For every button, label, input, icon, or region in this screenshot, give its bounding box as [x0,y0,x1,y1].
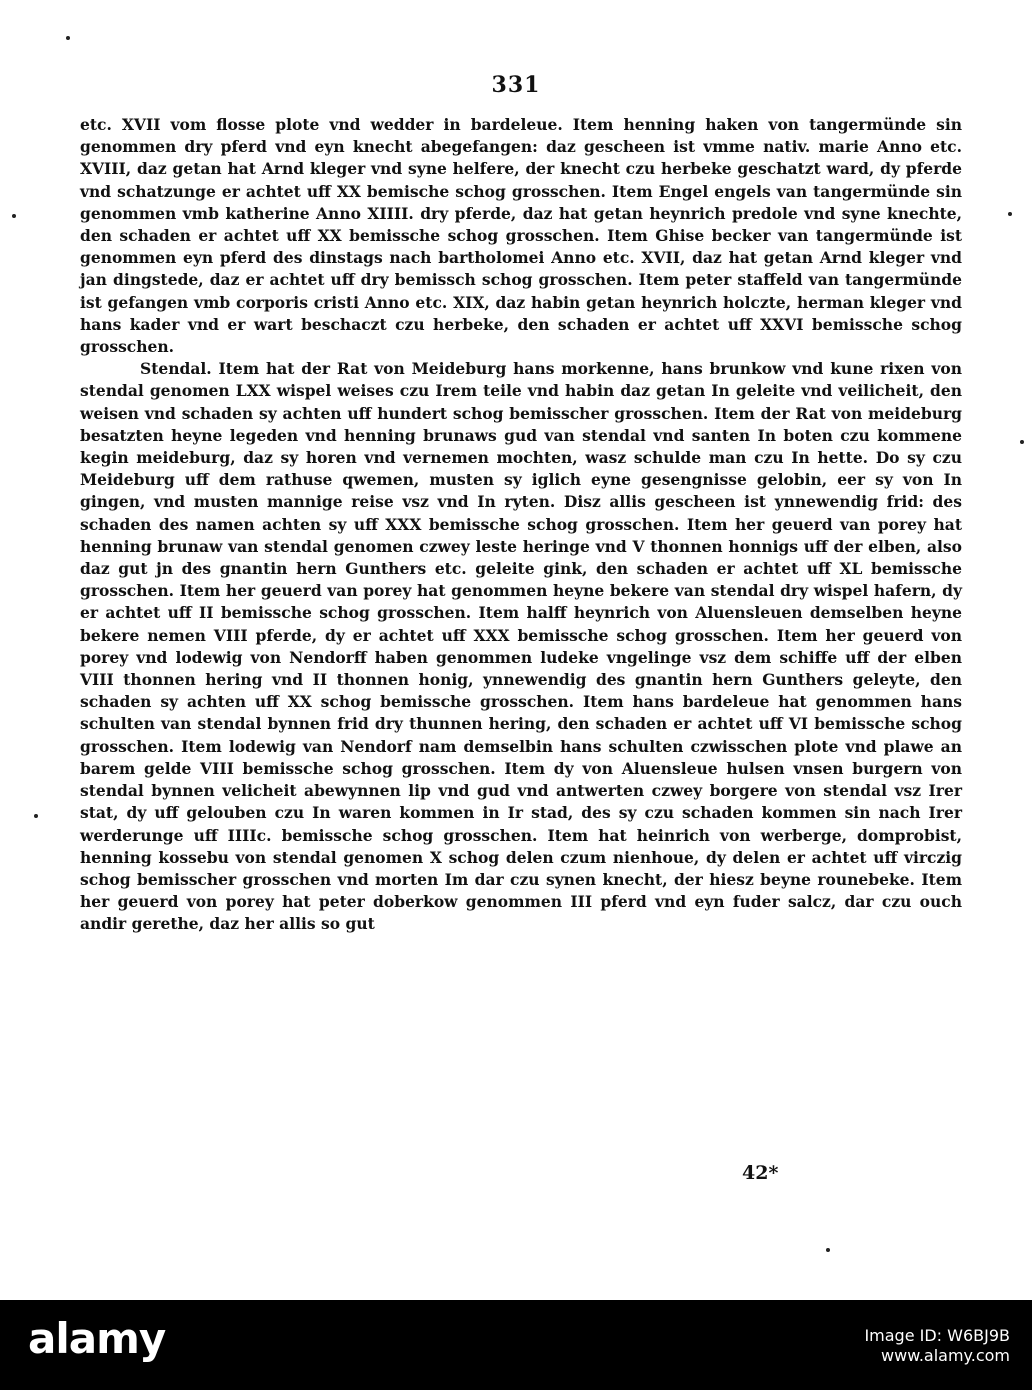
scan-speck [12,214,16,218]
scan-speck [66,36,70,40]
signature-mark: 42* [742,1162,779,1184]
paragraph-1: etc. XVII vom flosse plote vnd wedder in bardeleue. Item henning haken von tangermünde sin genommen dry pferd vnd eyn knecht abegefangen: daz gescheen ist vmme nativ. marie Anno etc. XVIII, daz getan hat Arnd kleger vnd syne helfere, der knecht czu herbeke geschatzt ward, dy pferde vnd schatzunge er achtet uff XX bemische schog grosschen. Item Engel engels van tangermünde sin genommen vmb katherine Anno XIIII. dry pferde, daz hat getan heynrich predole vnd syne knechte, den schaden er achtet uff XX bemissche schog grosschen. Item Ghise becker van tangermünde ist genommen eyn pferd des dinstags nach bartholomei Anno etc. XVII, daz hat getan Arnd kleger vnd jan dingstede, daz er achtet uff dry bemissch schog grosschen. Item peter staffeld van tangermünde ist gefangen vmb corporis cristi Anno etc. XIX, daz habin getan heynrich holczte, herman kleger vnd hans kader vnd er wart beschaczt czu herbeke, den schaden er achtet uff XXVI bemissche schog grosschen. [80,115,962,357]
page-number: 331 [491,72,541,98]
body-text [80,114,962,936]
site-url[interactable]: www.alamy.com [881,1346,1010,1365]
brand-logo[interactable]: alamy [28,1314,166,1363]
image-id-code: Image ID: W6BJ9B [864,1326,1010,1345]
footer-bar [0,1300,1032,1390]
paragraph-2-stendal: Stendal. Item hat der Rat von Meideburg hans morkenne, hans brunkow vnd kune rixen von stendal genomen LXX wispel weises czu Irem teile vnd habin daz getan In geleite vnd veilicheit, den weisen vnd schaden sy achten uff hundert schog bemisscher grosschen. Item der Rat von meideburg besatzten heyne legeden vnd henning brunaws gud van stendal vnd santen In boten czu kommene kegin meideburg, daz sy horen vnd vernemen mochten, wasz schulde man czu In hette. Do sy czu Meideburg uff dem rathuse qwemen, musten sy iglich eyne gesengnisse gelobin, eer sy von In gingen, vnd musten mannige reise vsz vnd In ryten. Disz allis gescheen ist ynnewendig frid: des schaden des namen achten sy uff XXX bemissche schog grosschen. Item her geuerd van porey hat henning brunaw van stendal genomen czwey leste heringe vnd V thonnen honnigs uff der elben, also daz gut jn des gnantin hern Gunthers etc. geleite gink, den schaden er achtet uff XL bemissche grosschen. Item her geuerd van porey hat genommen heyne bekere van stendal dry wispel hafern, dy er achtet uff II bemissche schog grosschen. Item halff heynrich von Aluensleuen demselben heyne bekere nemen VIII pferde, dy er achtet uff XXX bemissche schog grosschen. Item her geuerd von porey vnd lodewig von Nendorff haben genommen ludeke vngelinge vsz dem schiffe uff der elben VIII thonnen hering vnd II thonnen honig, ynnewendig des gnantin hern Gunthers geleyte, den schaden sy achten uff XX schog bemissche grosschen. Item hans bardeleue hat genommen hans schulten van stendal bynnen frid dry thunnen hering, den schaden er achtet uff VI bemissche schog grosschen. Item lodewig van Nendorf nam demselbin hans schulten czwisschen plote vnd plawe an barem gelde VIII bemissche schog grosschen. Item dy von Aluensleue hulsen vnsen burgern von stendal bynnen velicheit abewynnen lip vnd gud vnd antwerten czwey borgere von stendal vsz Irer stat, dy uff gelouben czu In waren kommen in Ir stad, des sy czu schaden kommen sin nach Irer werderunge uff IIIIc. bemissche schog grosschen. Item hat heinrich von werberge, domprobist, henning kossebu von stendal genomen X schog delen czum nienhoue, dy delen er achtet uff virczig schog bemisscher grosschen vnd morten Im dar czu synen knecht, der hiesz beyne rounebeke. Item her geuerd von porey hat peter doberkow genommen III pferd vnd eyn fuder salcz, dar czu ouch andir gerethe, daz her allis so gut [80,359,962,934]
scan-speck [1020,440,1024,444]
scan-speck [1008,212,1012,216]
scan-speck [826,1248,830,1252]
scan-speck [34,814,38,818]
image-id [864,1326,1010,1366]
